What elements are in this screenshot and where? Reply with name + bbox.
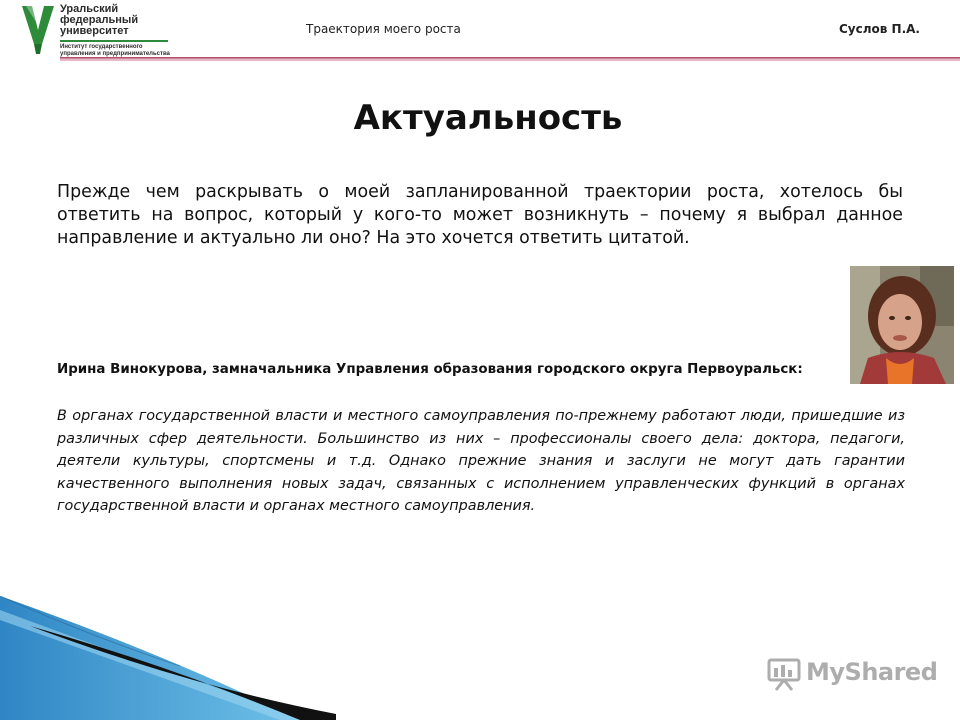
slide-title: Актуальность xyxy=(353,98,623,138)
logo-text-line: федеральный xyxy=(60,14,139,26)
portrait-image xyxy=(850,266,954,384)
header-topic: Траектория моего роста xyxy=(306,22,461,36)
logo-divider xyxy=(60,40,168,42)
watermark-text: MyShared xyxy=(806,658,938,686)
header-author: Суслов П.А. xyxy=(839,22,920,36)
logo-text-line: университет xyxy=(60,25,129,37)
university-logo xyxy=(20,4,180,58)
quote-text: В органах государственной власти и местного самоуправления по-прежнему работают люди, пришедшие из различных сфер деятельности. Большинство из них – профессионалы своего дела: доктора, педагоги, деятели культуры, спортсмены и т.д. Однако прежние знания и заслуги не могут дать гарантии качественного выполнения новых задач, связанных с исполнением управленческих функций в органах государственной власти и органах местного самоуправления. xyxy=(57,408,905,514)
logo-text-line: Уральский xyxy=(60,3,119,15)
decorative-corner-graphic xyxy=(0,596,340,720)
logo-subtext-line: управления и предпринимательства xyxy=(60,51,170,57)
logo-subtext-line: Институт государственного xyxy=(60,44,143,50)
quote-attribution: Ирина Винокурова, замначальника Управления образования городского округа Первоуральск: xyxy=(57,362,803,377)
presentation-icon xyxy=(766,656,802,692)
intro-paragraph: Прежде чем раскрывать о моей запланированной траектории роста, хотелось бы ответить на вопрос, который у кого-то может возникнуть – почему я выбрал данное направление и актуально ли оно? На это хочется ответить цитатой. xyxy=(57,182,903,248)
header-divider xyxy=(60,57,960,61)
urfu-logo-icon xyxy=(20,4,56,56)
speaker-photo xyxy=(850,266,954,384)
